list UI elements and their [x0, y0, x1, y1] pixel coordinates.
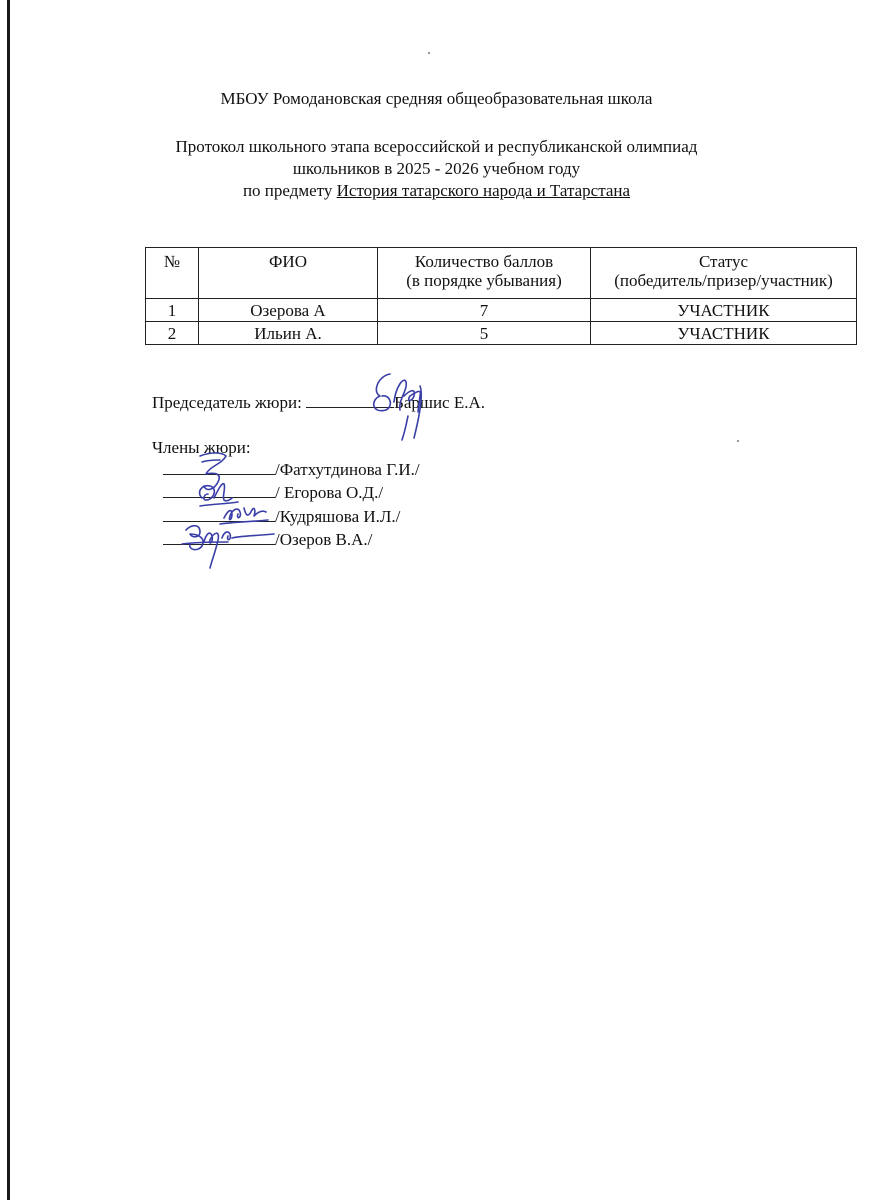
- chair-signature: [360, 366, 440, 446]
- protocol-title-line2: школьников в 2025 - 2026 учебном году: [292, 159, 581, 178]
- scan-speck: [428, 52, 430, 54]
- school-name: МБОУ Ромодановская средняя общеобразовательная школа: [220, 89, 653, 108]
- row-status: УЧАСТНИК: [591, 322, 857, 345]
- table-header-row: [146, 248, 857, 299]
- header-num: №: [146, 248, 199, 299]
- jury-chair-label: Председатель жюри:: [152, 393, 302, 412]
- row-score: 5: [378, 322, 591, 345]
- scan-speck: [737, 440, 739, 442]
- row-fio: Ильин А.: [199, 322, 378, 345]
- jury-member-name: /Озеров В.А./: [275, 530, 373, 549]
- row-status: УЧАСТНИК: [591, 299, 857, 322]
- jury-member-name: /Кудряшова И.Л./: [275, 507, 401, 526]
- header-status-line2: (победитель/призер/участник): [614, 271, 833, 290]
- row-num: 2: [146, 322, 199, 345]
- header-score-line1: Количество баллов: [414, 252, 554, 271]
- jury-member-name: / Егорова О.Д./: [275, 483, 384, 502]
- header-score-line2: (в порядке убывания): [406, 271, 562, 290]
- member-signature: [178, 516, 282, 572]
- subject-name: История татарского народа и Татарстана: [336, 181, 631, 200]
- row-score: 7: [378, 299, 591, 322]
- protocol-subject-line: [0, 181, 873, 201]
- jury-chair-name: Баршис Е.А.: [394, 393, 486, 412]
- row-fio: Озерова А: [199, 299, 378, 322]
- protocol-title-line1: Протокол школьного этапа всероссийской и республиканской олимпиад: [175, 137, 698, 156]
- table-row: [146, 299, 857, 322]
- jury-member-name: /Фатхутдинова Г.И./: [275, 460, 420, 479]
- table-row: [146, 322, 857, 345]
- row-num: 1: [146, 299, 199, 322]
- header-fio: ФИО: [199, 248, 378, 299]
- header-score: [378, 248, 591, 299]
- jury-members-label: Члены жюри:: [152, 438, 251, 457]
- header-status-line1: Статус: [698, 252, 749, 271]
- results-table: [145, 247, 857, 345]
- subject-prefix: по предмету: [242, 181, 337, 200]
- header-status: [591, 248, 857, 299]
- scan-edge-border: [7, 0, 10, 1200]
